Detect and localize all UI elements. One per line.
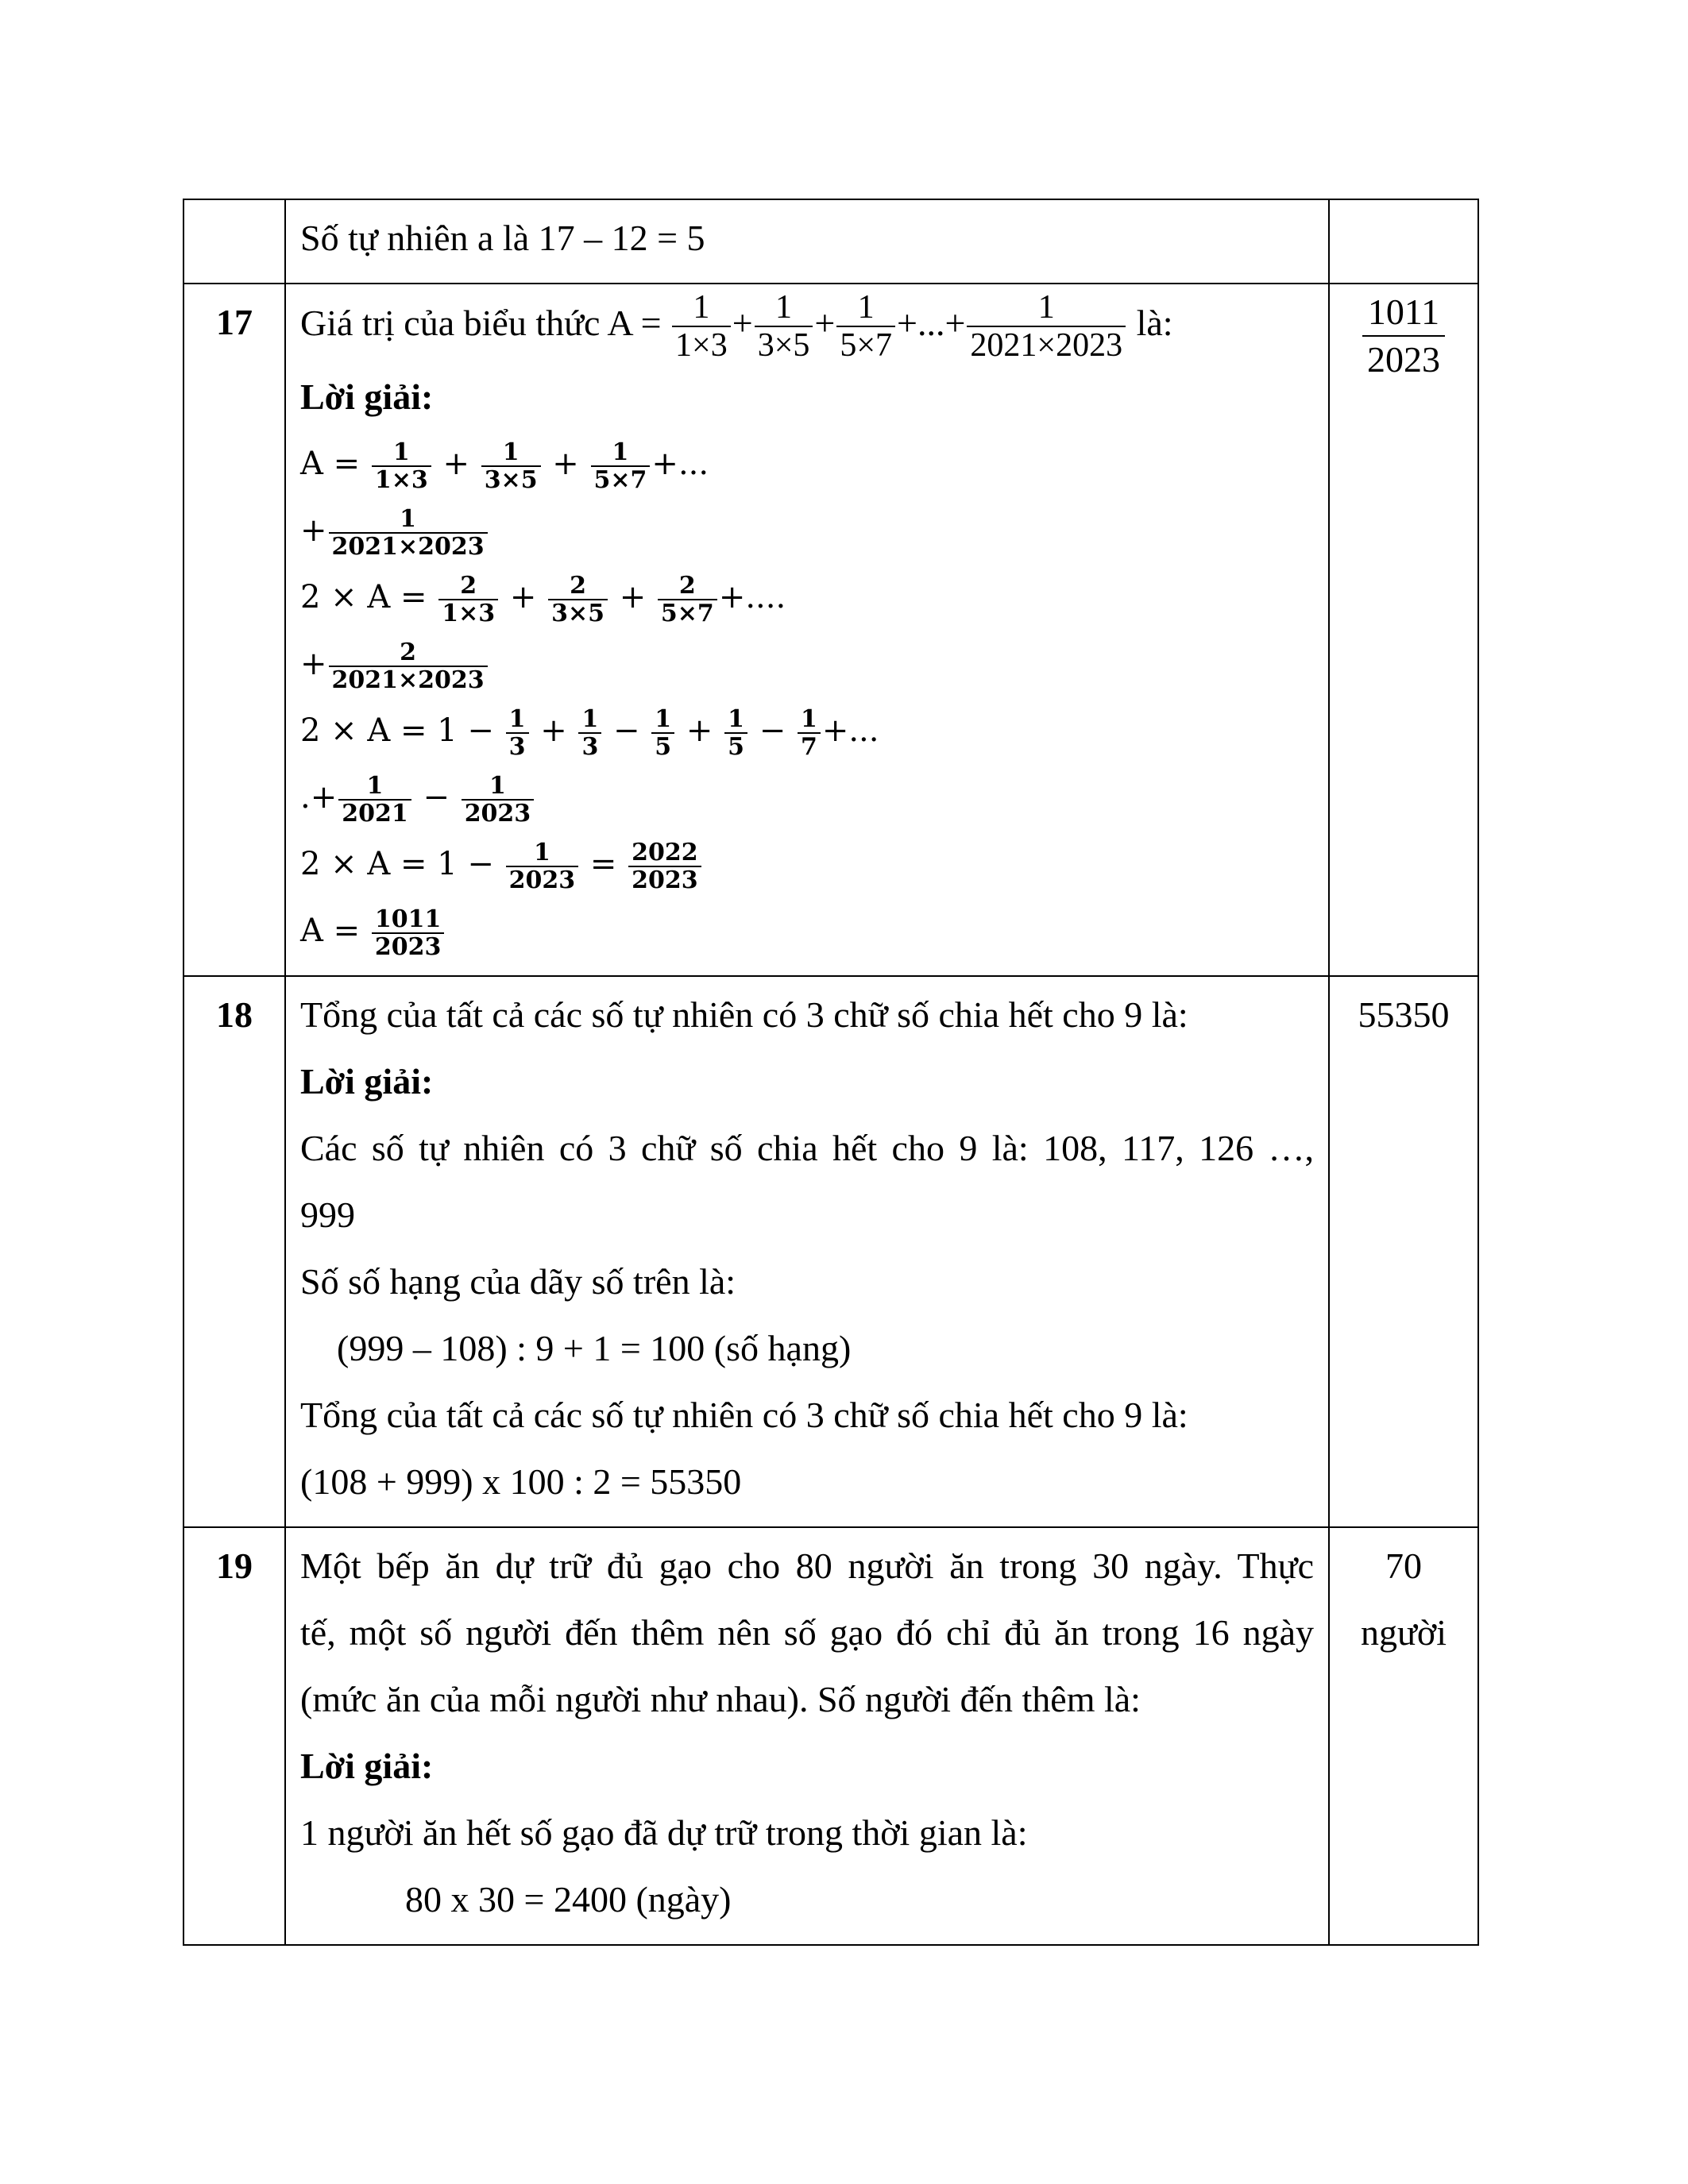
answer-unit: người (1360, 1612, 1447, 1653)
question-text: Tổng của tất cả các số tự nhiên có 3 chữ số chia hết cho 9 là: (300, 994, 1188, 1036)
fraction: $\frac{1}{3\times 5}$ (755, 289, 813, 364)
math-line: .+ $\frac{1}{2021}$ − $\frac{1}{2023}$ (300, 764, 1314, 831)
solution-line: Số tự nhiên a là 17 – 12 = 5 (300, 218, 705, 258)
answer-cell (1329, 1527, 1478, 1945)
solution-label: Lời giải: (300, 376, 434, 418)
question-number: 17 (183, 284, 285, 976)
question-content (285, 976, 1329, 1527)
question-content (285, 1527, 1329, 1945)
math-line: + $\frac{1}{2021\times 2023}$ (300, 497, 1314, 564)
math-line: 2 × A = $\frac{2}{1\times 3}$ + $\frac{2}{3\times 5}$ + $\frac{2}{5\times 7}$ +.... (300, 572, 786, 628)
question-number (183, 199, 285, 284)
question-content (285, 284, 1329, 976)
solution-line: Tổng của tất cả các số tự nhiên có 3 chữ số chia hết cho 9 là: (300, 1395, 1188, 1436)
question-content (285, 199, 1329, 284)
answer-value: 70 (1385, 1545, 1422, 1587)
table-row (183, 199, 1478, 284)
solution-line: Các số tự nhiên có 3 chữ số chia hết cho 9 là: 108, 117, 126 …, (300, 1128, 1314, 1169)
solution-line: Số số hạng của dãy số trên là: (300, 1261, 736, 1302)
answer-cell (1329, 199, 1478, 284)
table-row (183, 284, 1478, 976)
solution-line: (108 + 999) x 100 : 2 = 55350 (300, 1461, 742, 1503)
solution-label: Lời giải: (300, 1061, 434, 1102)
answer-table (183, 199, 1479, 1946)
math-line: A = $\frac{1011}{2023}$ (300, 897, 1314, 964)
question-text: Một bếp ăn dự trữ đủ gạo cho 80 người ăn trong 30 ngày. Thực (300, 1545, 1314, 1587)
table-row (183, 976, 1478, 1527)
solution-line: 999 (300, 1194, 355, 1236)
solution-line: 1 người ăn hết số gạo đã dự trữ trong thời gian là: (300, 1812, 1028, 1854)
question-text: tế, một số người đến thêm nên số gạo đó chỉ đủ ăn trong 16 ngày (300, 1612, 1314, 1653)
table-row (183, 1527, 1478, 1945)
solution-line: (999 – 108) : 9 + 1 = 100 (số hạng) (337, 1328, 852, 1369)
solution-line: 80 x 30 = 2400 (ngày) (405, 1879, 732, 1920)
fraction: $\frac{1}{1\times 3}$ (672, 289, 731, 364)
math-line: 2 × A = 1 − $\frac{1}{2023}$ = $\frac{2022}{2023}$ (300, 831, 1314, 897)
math-line: A = $\frac{1}{1\times 3}$ + $\frac{1}{3\times 5}$ + $\frac{1}{5\times 7}$ +... (300, 438, 709, 495)
fraction: $\frac{1}{5\times 7}$ (836, 289, 895, 364)
solution-label: Lời giải: (300, 1746, 434, 1787)
answer-fraction: $\frac{1011}{2023}$ (1362, 289, 1445, 383)
math-line: 2 × A = 1 − $\frac{1}{3}$ + $\frac{1}{3}$ − $\frac{1}{5}$ + $\frac{1}{5}$ − $\frac{1}{7}$ +... (300, 705, 879, 762)
fraction: $\frac{1}{2021\times 2023}$ (967, 289, 1126, 364)
math-line: + $\frac{2}{2021\times 2023}$ (300, 631, 1314, 697)
solution-math (300, 430, 1314, 964)
answer-cell (1329, 284, 1478, 976)
question-text: (mức ăn của mỗi người như nhau). Số người đến thêm là: (300, 1679, 1141, 1720)
question-number: 18 (183, 976, 285, 1527)
answer-cell: 55350 (1329, 976, 1478, 1527)
question-text: Giá trị của biểu thức A = $\frac{1}{1\times 3}$ + $\frac{1}{3\times 5}$ + $\frac{1}{5\times 7}$ +...+ $\frac{1}{2021\times 2023}$ là: (300, 289, 1173, 365)
question-number: 19 (183, 1527, 285, 1945)
